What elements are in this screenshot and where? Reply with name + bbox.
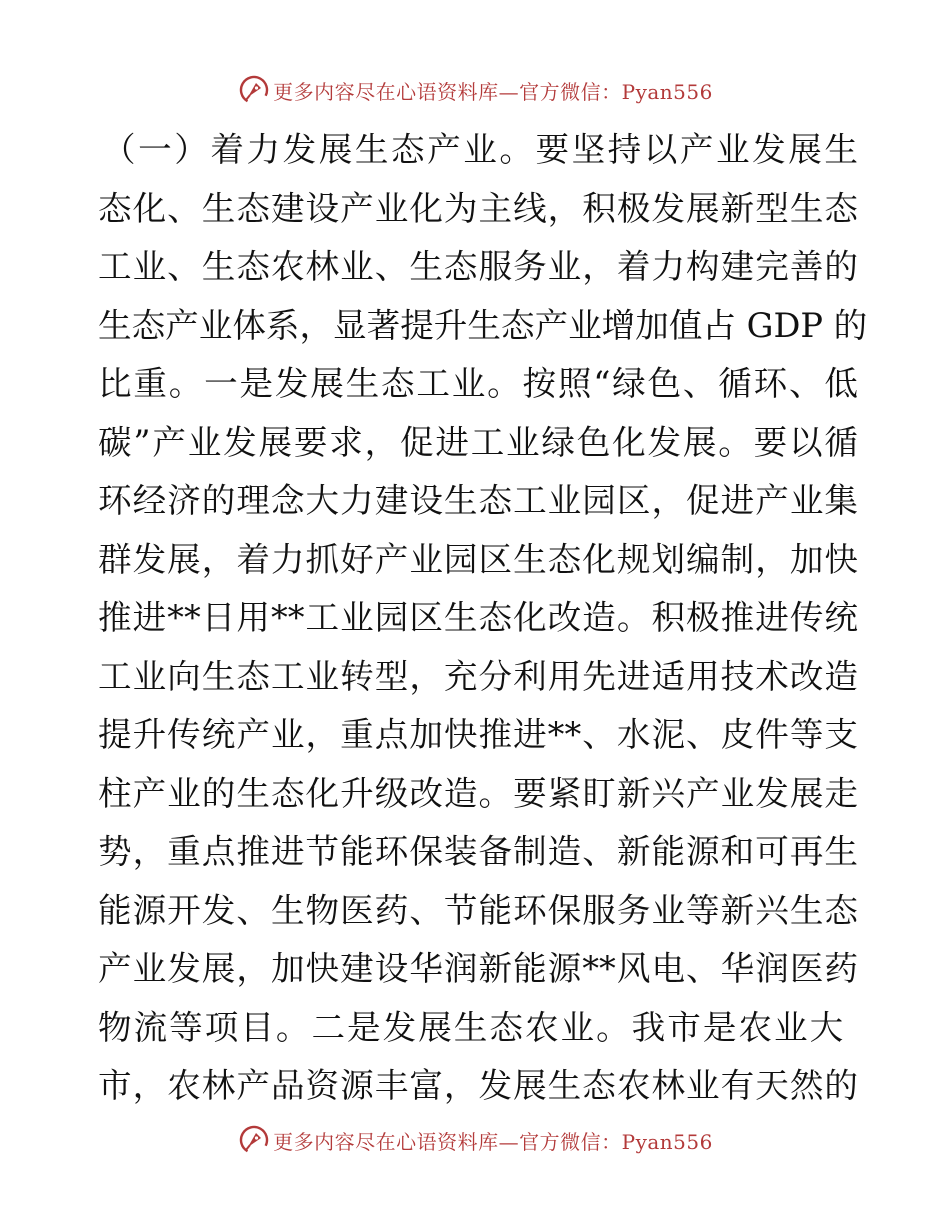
text-line: 群发展，着力抓好产业园区生态化规划编制，加快 bbox=[98, 539, 858, 579]
text-line: 提升传统产业，重点加快推进**、水泥、皮件等支 bbox=[98, 715, 858, 754]
text-line: （一）着力发展生态产业。要坚持以产业发展生 bbox=[102, 130, 858, 169]
text-line: 势，重点推进节能环保装备制造、新能源和可再生 bbox=[98, 832, 858, 871]
text-line: 市，农林产品资源丰富，发展生态农林业有天然的 bbox=[98, 1066, 858, 1105]
text-line: 态化、生态建设产业化为主线，积极发展新型生态 bbox=[98, 188, 858, 228]
text-line: 推进**日用**工业园区生态化改造。积极推进传统 bbox=[98, 598, 858, 637]
pen-nib-logo-icon bbox=[237, 73, 271, 107]
text-line: 碳”产业发展要求，促进工业绿色化发展。要以循 bbox=[98, 422, 858, 462]
text-line: 生态产业体系，显著提升生态产业增加值占 GDP 的 bbox=[98, 305, 868, 345]
footer-banner-text: 更多内容尽在心语资料库—官方微信：Pyan556 bbox=[273, 1129, 713, 1154]
text-line: 工业向生态工业转型，充分利用先进适用技术改造 bbox=[98, 656, 858, 696]
text-line: 柱产业的生态化升级改造。要紧盯新兴产业发展走 bbox=[98, 773, 858, 813]
pen-nib-logo-icon bbox=[237, 1123, 271, 1157]
text-line: 比重。一是发展生态工业。按照“绿色、循环、低 bbox=[98, 364, 858, 403]
text-line: 产业发展，加快建设华润新能源**风电、华润医药 bbox=[98, 949, 858, 988]
header-banner-text: 更多内容尽在心语资料库—官方微信：Pyan556 bbox=[273, 79, 713, 104]
text-line: 环经济的理念大力建设生态工业园区，促进产业集 bbox=[98, 481, 858, 520]
footer-banner bbox=[0, 1120, 950, 1160]
text-line: 能源开发、生物医药、节能环保服务业等新兴生态 bbox=[98, 890, 858, 930]
document-body bbox=[98, 121, 868, 1116]
text-line: 物流等项目。二是发展生态农业。我市是农业大 bbox=[98, 1007, 846, 1047]
text-line: 工业、生态农林业、生态服务业，着力构建完善的 bbox=[98, 247, 858, 286]
header-banner bbox=[0, 70, 950, 110]
